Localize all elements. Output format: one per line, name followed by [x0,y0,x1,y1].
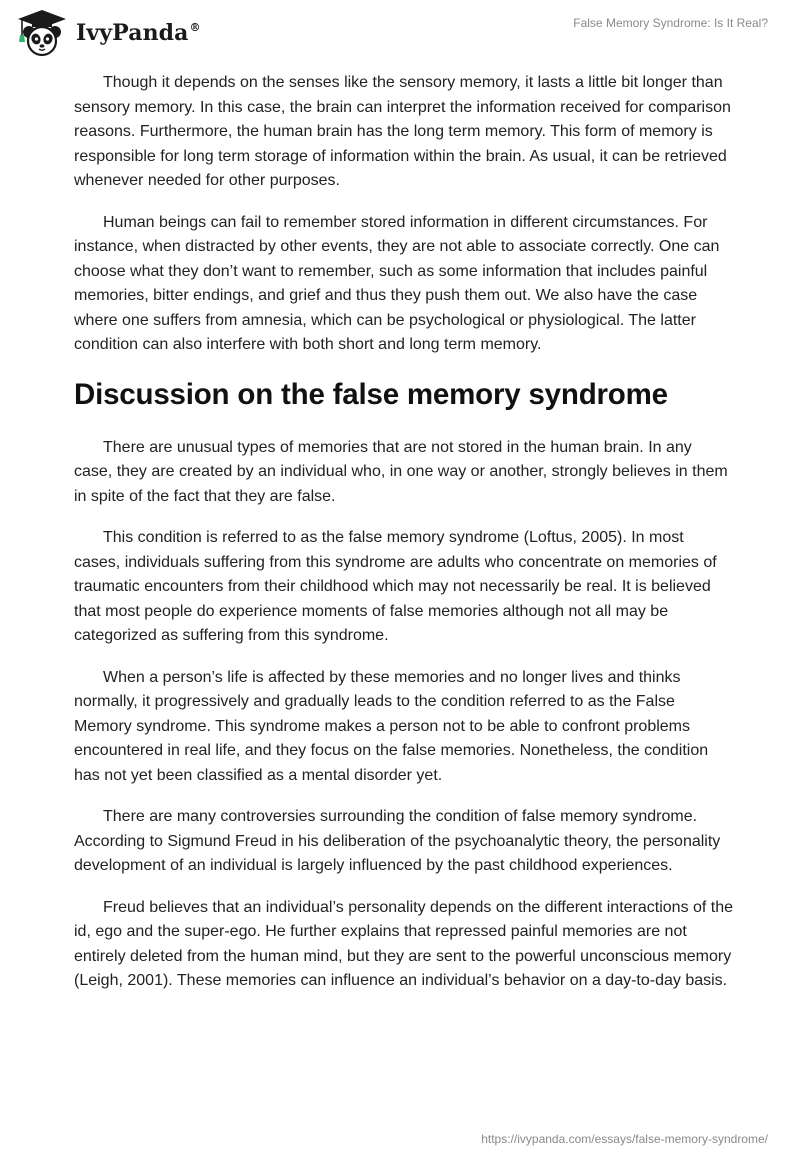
paragraph: Freud believes that an individual’s personality depends on the different interactions of the id, ego and the super-ego. He further explains that repressed painful memories are not entirely deleted from the human mind, but they are sent to the powerful unconscious memory (Leigh, 2001). These memories can influence an individual’s behavior on a day-to-day basis. [74,898,734,989]
paragraph: Human beings can fail to remember stored information in different circumstances. For instance, when distracted by other events, they are not able to associate correctly. One can choose what they don’t want to remember, such as some information that includes painful memories, bitter endings, and grief and thus they push them out. We also have the case where one suffers from amnesia, which can be psychological or physiological. The latter condition can also interfere with both short and long term memory. [74,213,720,353]
panda-mascot-icon [14,8,70,58]
paragraph: This condition is referred to as the false memory syndrome (Loftus, 2005). In most cases, individuals suffering from this syndrome are adults who concentrate on memories of traumatic encounters from their childhood which may not necessarily be real. It is believed that most people do experience moments of false memories although not all may be categorized as suffering from this syndrome. [74,529,717,644]
paragraph: There are many controversies surrounding the condition of false memory syndrome. According to Sigmund Freud in his deliberation of the psychoanalytic theory, the personality development of an individual is largely influenced by the past childhood experiences. [74,808,721,874]
source-url[interactable]: https://ivypanda.com/essays/false-memory-syndrome/ [481,1132,768,1146]
brand-name: IvyPanda® [76,20,201,46]
section-heading: Discussion on the false memory syndrome [74,377,668,411]
paragraph: When a person’s life is affected by these memories and no longer lives and thinks normally, it progressively and gradually leads to the condition referred to as the False Memory syndrome. This syndrome makes a person not to be able to confront problems encountered in real life, and they focus on the false memories. Nonetheless, the condition has not yet been classified as a mental disorder yet. [74,668,709,784]
ivypanda-logo[interactable] [14,8,201,58]
document-title: False Memory Syndrome: Is It Real? [573,16,768,30]
article-body [74,71,734,1011]
page-header [0,0,800,64]
paragraph: There are unusual types of memories that are not stored in the human brain. In any case, they are created by an individual who, in one way or another, strongly believes in them in spite of the fact that they are false. [74,438,728,505]
paragraph: Though it depends on the senses like the sensory memory, it lasts a little bit longer than sensory memory. In this case, the brain can interpret the information received for comparison reasons. Furthermore, the human brain has the long term memory. This form of memory is responsible for long term storage of information within the brain. As usual, it can be retrieved whenever needed for other purposes. [74,74,731,189]
